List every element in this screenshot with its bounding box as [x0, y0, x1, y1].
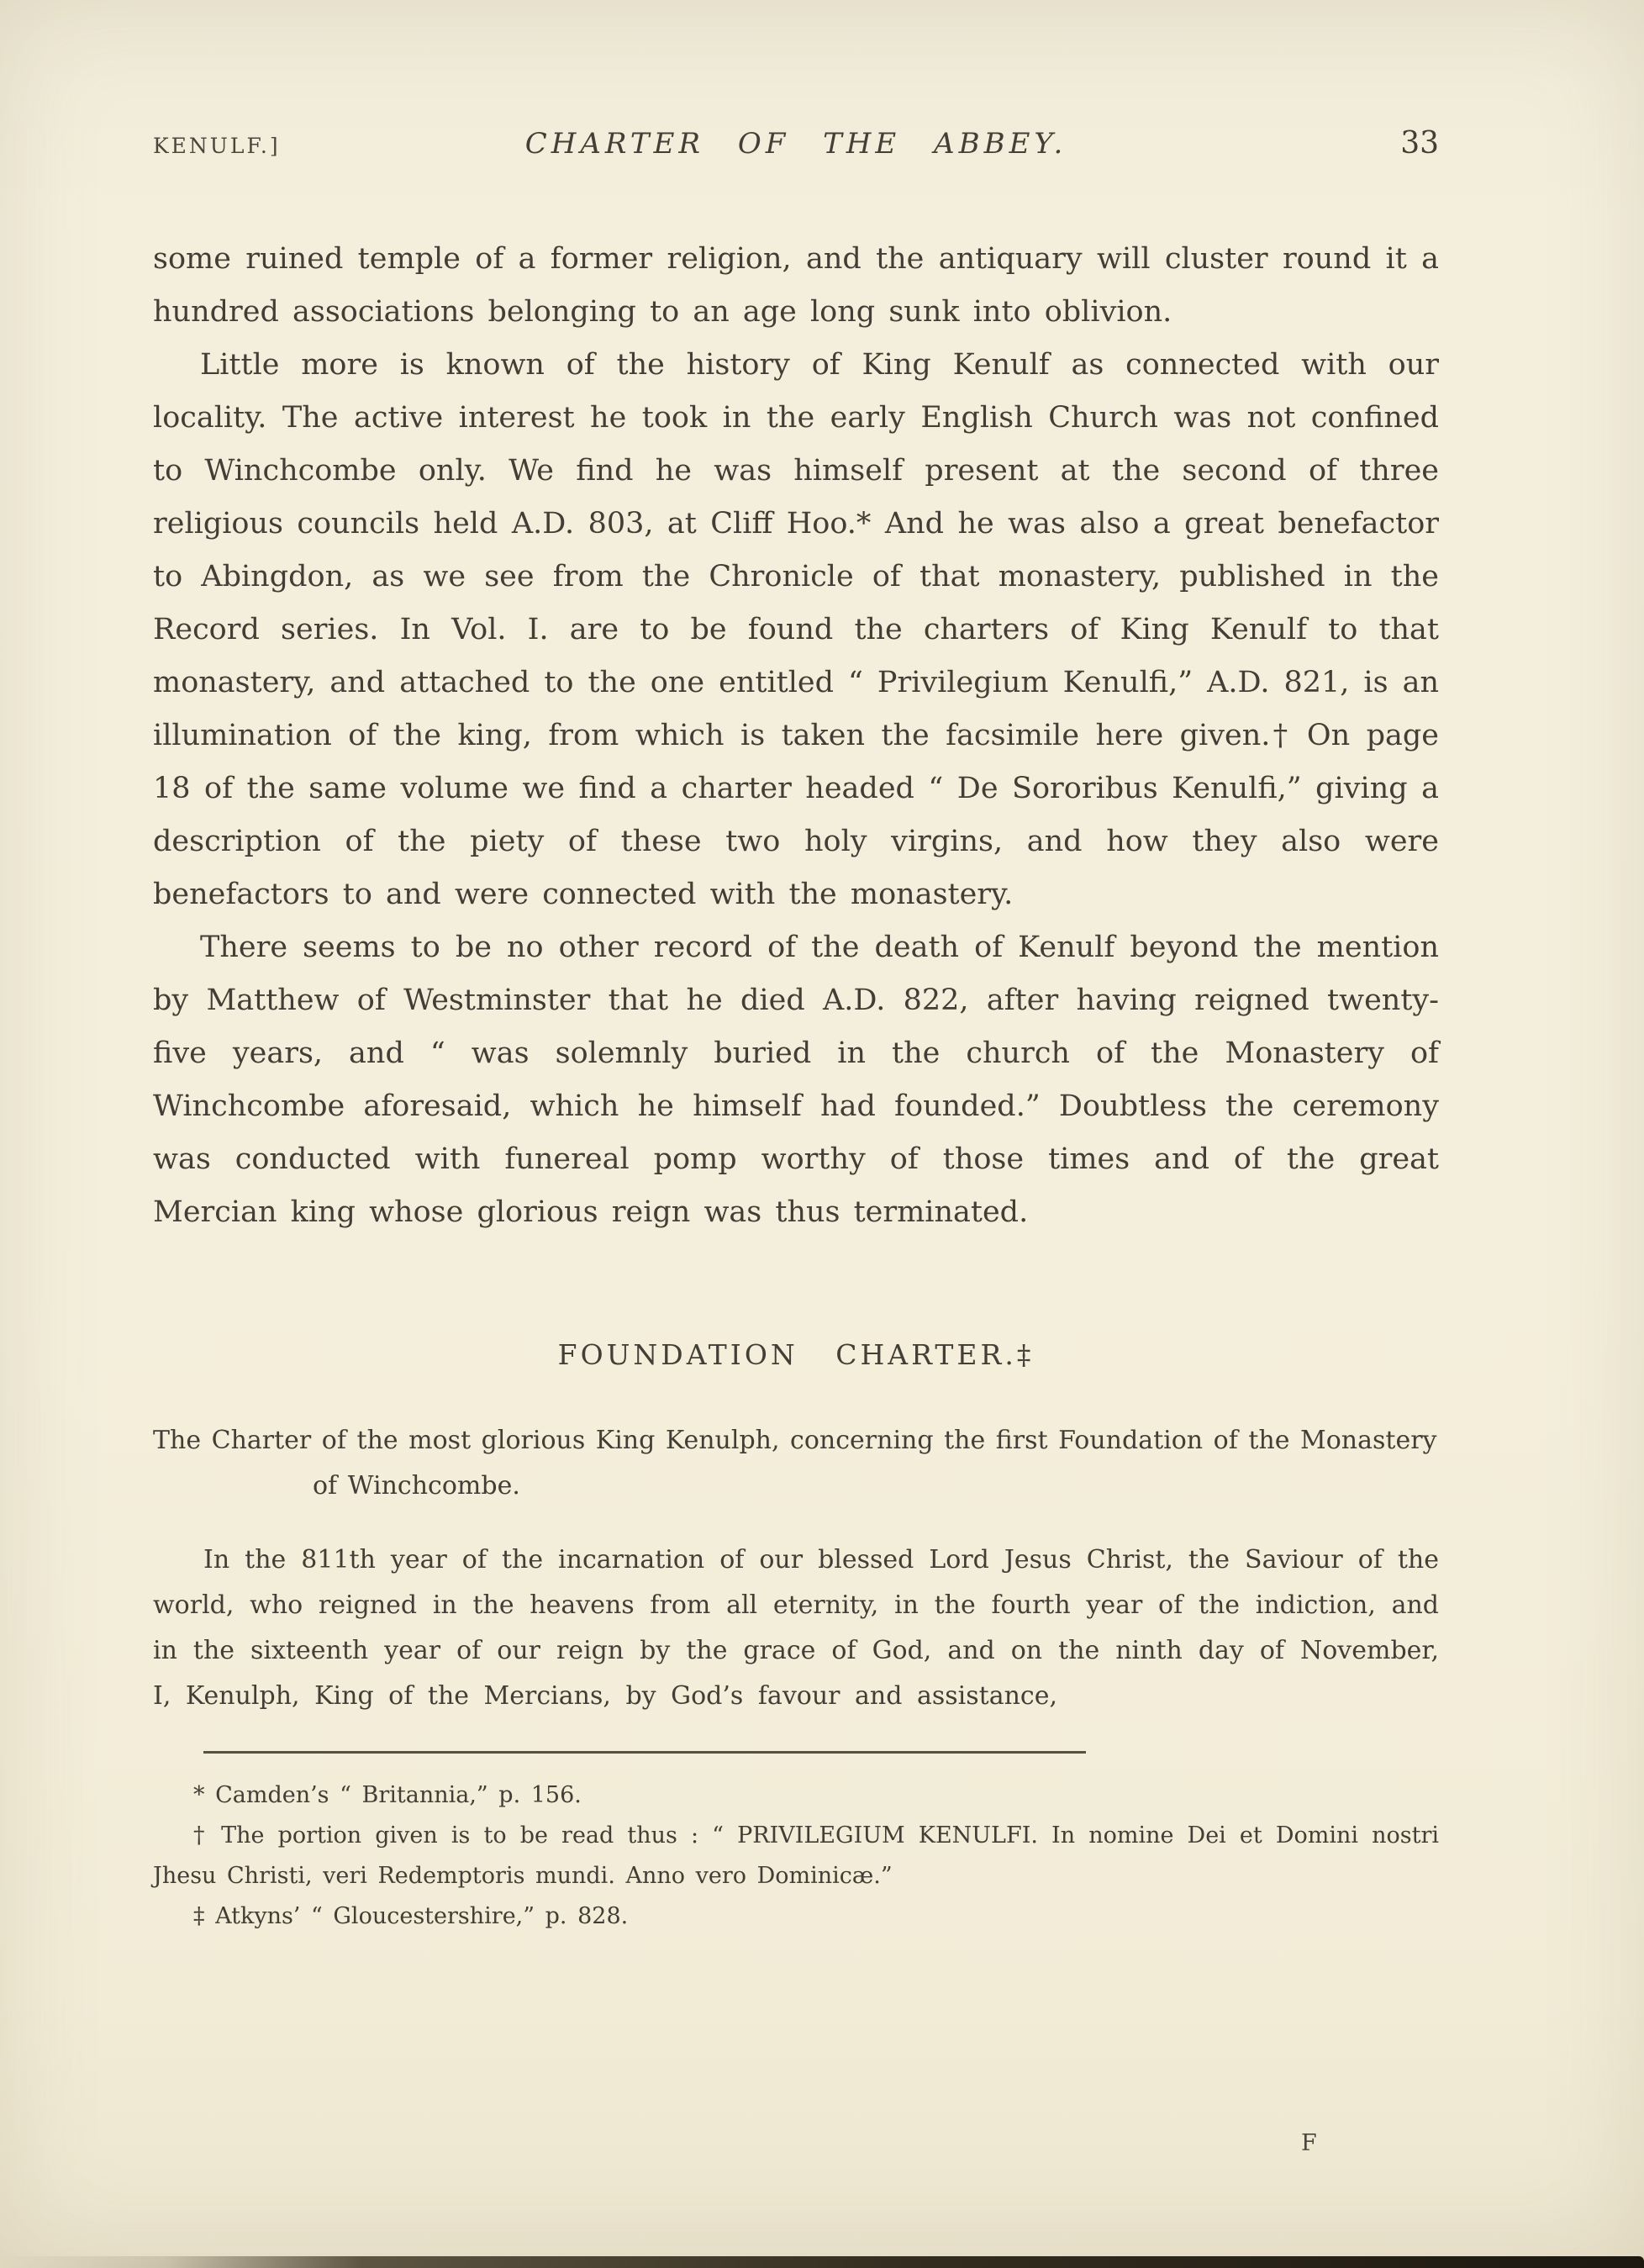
running-head: [153, 126, 1439, 161]
paragraph: There seems to be no other record of the death of Kenulf beyond the mention by Matthew of Westminster that he died A.D. 822, after having reigned twenty-five years, and “ was solemnly buried in the church of the Monastery of Winchcombe aforesaid, which he himself had founded.” Doubtless the ceremony was conducted with funereal pomp worthy of those times and of the great Mercian king whose glorious reign was thus terminated.: [153, 931, 1439, 1229]
running-head-keyword: KENULF.]: [153, 134, 281, 158]
running-head-title: CHARTER OF THE ABBEY.: [524, 127, 1067, 161]
page-content: [153, 126, 1439, 1937]
page-number: 33: [1400, 126, 1439, 161]
footnote: † The portion given is to be read thus : “ PRIVILEGIUM KENULFI. In nomine Dei et Domini nostri Jhesu Christi, veri Redemptoris mundi. Anno vero Dominicæ.”: [153, 1822, 1439, 1889]
main-text: [153, 233, 1439, 1239]
footnote: * Camden’s “ Britannia,” p. 156.: [193, 1782, 582, 1808]
scan-edge: [0, 2256, 1644, 2268]
footnote-divider: [203, 1751, 1086, 1754]
footnote: ‡ Atkyns’ “ Gloucestershire,” p. 828.: [193, 1903, 629, 1929]
signature-mark: F: [1301, 2130, 1318, 2156]
paragraph: some ruined temple of a former religion, and the antiquary will cluster round it a hundred associations belonging to an age long sunk into oblivion.: [153, 242, 1439, 329]
footnotes: [153, 1775, 1439, 1937]
section-heading: FOUNDATION CHARTER.‡: [557, 1338, 1035, 1371]
paragraph: Little more is known of the history of King Kenulf as connected with our locality. The active interest he took in the early English Church was not confined to Winchcombe only. We find he was himself present at the second of three religious councils held A.D. 803, at Cliff Hoo.* And he was also a great benefactor to Abingdon, as we see from the Chronicle of that monastery, published in the Record series. In Vol. I. are to be found the charters of King Kenulf to that monastery, and attached to the one entitled “ Privilegium Kenulfi,” A.D. 821, is an illumination of the king, from which is taken the facsimile here given.† On page 18 of the same volume we find a charter headed “ De Sororibus Kenulfi,” giving a description of the piety of these two holy virgins, and how they also were benefactors to and were connected with the monastery.: [153, 348, 1439, 911]
charter-opening: In the 811th year of the incarnation of our blessed Lord Jesus Christ, the Saviour of the world, who reigned in the heavens from all eternity, in the fourth year of the indiction, and in the sixteenth year of our reign by the grace of God, and on the ninth day of November, I, Kenulph, King of the Mercians, by God’s favour and assistance,: [153, 1545, 1439, 1711]
charter-intro: The Charter of the most glorious King Kenulph, concerning the first Foundation of the Monastery of Winchcombe.: [153, 1426, 1437, 1501]
